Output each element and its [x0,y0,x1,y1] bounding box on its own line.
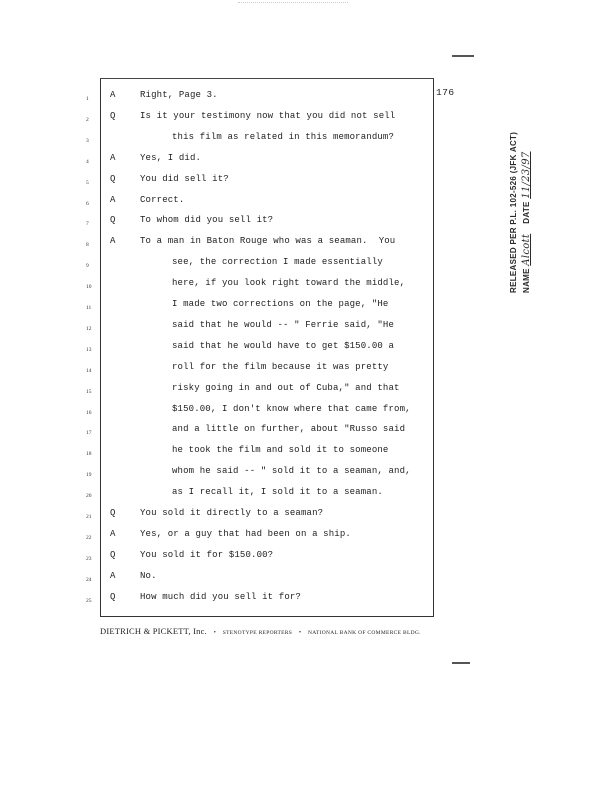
speaker-marker: Q [110,110,116,121]
line-text: You sold it for $150.00? [140,549,274,560]
footer-company: DIETRICH & PICKETT, Inc. [100,626,207,636]
line-number: 10 [86,284,92,291]
released-line: RELEASED PER P.L. 102-526 (JFK ACT) [509,131,518,293]
line-text: said that he would -- " Ferrie said, "He [172,319,395,330]
line-number: 2 [86,116,89,123]
line-number: 24 [86,576,92,583]
line-text: How much did you sell it for? [140,591,301,602]
transcript-line [100,215,434,235]
line-text: here, if you look right toward the middle, [172,278,406,289]
speaker-marker: A [110,236,116,247]
scan-edge-mark [452,55,474,57]
speaker-marker: A [110,570,116,581]
speaker-marker: Q [110,591,116,602]
line-number: 16 [86,409,92,416]
line-number: 7 [86,221,89,228]
release-stamp [507,53,533,293]
transcript-line [100,571,434,591]
stamp-date-value: 11/23/97 [521,151,532,199]
speaker-marker: Q [110,549,116,560]
line-text: Right, Page 3. [140,90,218,100]
scan-artifact [238,2,348,9]
line-number: 13 [86,346,92,353]
speaker-marker: Q [110,215,116,226]
line-text: whom he said -- " sold it to a seaman, and, [172,466,411,477]
footer-separator: • [213,630,216,636]
speaker-marker: Q [110,508,116,518]
transcript-line [100,445,434,465]
line-number: 23 [86,555,92,562]
line-text: risky going in and out of Cuba," and that [172,382,400,393]
line-text: roll for the film because it was pretty [172,361,389,372]
speaker-marker: A [110,152,116,163]
line-number: 15 [86,388,92,395]
line-text: To a man in Baton Rouge who was a seaman. You [140,236,396,247]
transcript-line [100,424,434,444]
line-text: Is it your testimony now that you did not sell [140,110,396,121]
line-text: Yes, I did. [140,152,202,163]
line-text: said that he would have to get $150.00 a [172,340,395,351]
line-text: see, the correction I made essentially [172,257,383,268]
line-number: 4 [86,158,89,165]
page-number: 176 [436,87,455,98]
transcript-line [100,508,434,528]
line-number: 19 [86,472,92,479]
line-text: $150.00, I don't know where that came from, [172,403,411,414]
line-text: I made two corrections on the page, "He [172,299,389,309]
line-number: 11 [86,305,92,311]
line-text: he took the film and sold it to someone [172,445,389,456]
transcript-line [100,341,434,361]
stamp-name-date-line [520,53,533,293]
line-number: 9 [86,263,89,270]
transcript-line [100,404,434,424]
line-number: 22 [86,534,92,541]
line-number: 18 [86,451,92,458]
transcript-line [100,320,434,340]
footer-separator: • [299,630,302,636]
transcript-line [100,529,434,549]
transcript-line [100,153,434,173]
stamp-date-label: DATE [522,201,531,224]
line-text: To whom did you sell it? [140,215,274,226]
transcript-line [100,278,434,298]
speaker-marker: A [110,528,116,539]
transcript-line [100,550,434,570]
transcript-line [100,174,434,194]
transcript-line [100,362,434,382]
line-number: 20 [86,493,92,500]
line-number: 8 [86,242,89,249]
transcript-line [100,299,434,319]
line-text: You did sell it? [140,173,229,184]
speaker-marker: A [110,194,116,205]
stamp-name-label: NAME [522,268,531,293]
transcript-line [100,487,434,507]
line-text: as I recall it, I sold it to a seaman. [172,487,383,498]
line-text: Correct. [140,194,185,205]
line-number: 6 [86,200,89,207]
transcript-line [100,466,434,486]
line-text: this film as related in this memorandum? [172,131,395,142]
line-number: 17 [86,430,92,437]
line-number: 12 [86,325,92,332]
transcript-line [100,592,434,612]
speaker-marker: Q [110,173,116,184]
line-text: and a little on further, about "Russo said [172,424,406,435]
reporter-footer [100,626,421,636]
line-number: 21 [86,514,92,520]
scan-edge-mark [452,662,470,664]
footer-role: STENOTYPE REPORTERS [222,630,293,636]
transcript-line [100,90,434,110]
transcript-line [100,236,434,256]
transcript-line [100,257,434,277]
line-number: 5 [86,179,89,186]
transcript-line [100,132,434,152]
line-text: Yes, or a guy that had been on a ship. [140,528,351,539]
line-number: 14 [86,367,92,374]
line-number: 1 [86,96,89,102]
speaker-marker: A [110,90,116,100]
line-text: No. [140,570,157,581]
line-number: 3 [86,137,89,144]
transcript-line [100,383,434,403]
transcript-line [100,111,434,131]
line-text: You sold it directly to a seaman? [140,508,324,518]
stamp-name-value: Alcott [521,233,532,266]
transcript-line [100,195,434,215]
footer-location: NATIONAL BANK OF COMMERCE BLDG. [307,630,421,636]
line-number: 25 [86,597,92,604]
